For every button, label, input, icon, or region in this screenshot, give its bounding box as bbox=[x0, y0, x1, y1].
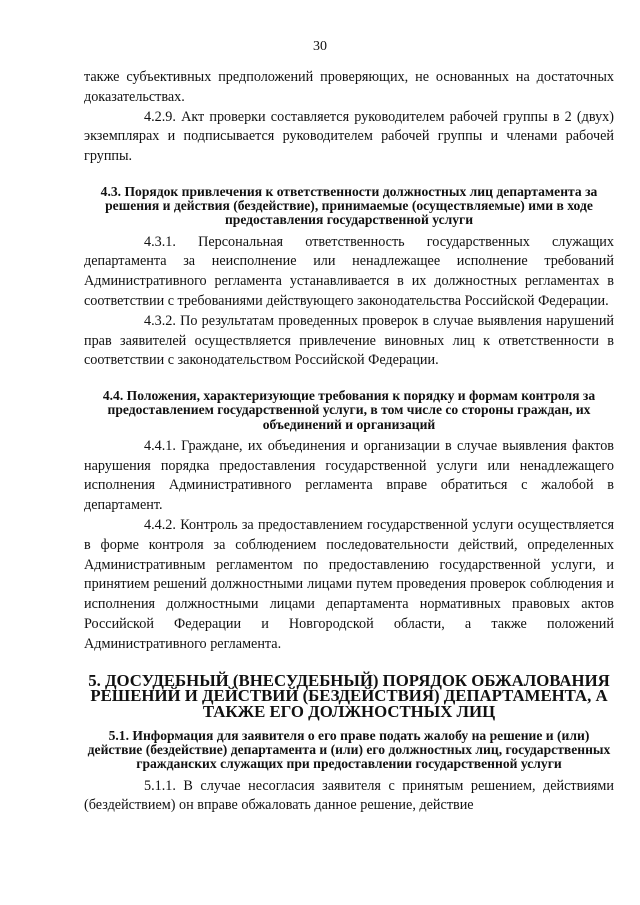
paragraph-4-3-2: 4.3.2. По результатам проведенных проверок в случае выявления нарушений прав заявителей осуществляется привлечение виновных лиц к ответственности в соответствии с законодательством Российской Федерации. bbox=[84, 312, 614, 369]
paragraph-continuation: также субъективных предположений проверяющих, не основанных на достаточных доказательствах. bbox=[84, 69, 614, 105]
paragraph-4-2-9: 4.2.9. Акт проверки составляется руководителем рабочей группы в 2 (двух) экземплярах и подписывается руководителем рабочей группы и членами рабочей группы. bbox=[84, 108, 614, 165]
heading-section-5: 5. ДОСУДЕБНЫЙ (ВНЕСУДЕБНЫЙ) ПОРЯДОК ОБЖАЛОВАНИЯ РЕШЕНИЙ И ДЕЙСТВИЙ (БЕЗДЕЙСТВИЯ) ДЕПАРТАМЕНТА, А ТАКЖЕ ЕГО ДОЛЖНОСТНЫХ ЛИЦ bbox=[88, 670, 610, 721]
page-number: 30 bbox=[313, 39, 327, 54]
document-body bbox=[84, 68, 614, 816]
paragraph-4-3-1: 4.3.1. Персональная ответственность государственных служащих департамента за неисполнение или ненадлежащее исполнение требований Административного регламента устанавливается в их должностных регламентах в соответствии с требованиями действующего законодательства Российской Федерации. bbox=[84, 233, 614, 309]
paragraph-5-1-1: 5.1.1. В случае несогласия заявителя с принятым решением, действиями (бездействием) он вправе обжаловать данное решение, действие bbox=[84, 777, 614, 814]
heading-4-4: 4.4. Положения, характеризующие требования к порядку и формам контроля за предоставлением государственной услуги, в том числе со стороны граждан, их объединений и организаций bbox=[102, 388, 596, 432]
paragraph-4-4-1: 4.4.1. Граждане, их объединения и организации в случае выявления фактов нарушения порядка предоставления государственной услуги или ненадлежащего исполнения Административного регламента вправе обратиться с жалобой в департамент. bbox=[84, 437, 614, 514]
heading-4-3: 4.3. Порядок привлечения к ответственности должностных лиц департамента за решения и действия (бездействие), принимаемые (осуществляемые) ими в ходе предоставления государственной услуги bbox=[100, 183, 598, 228]
paragraph-4-4-2: 4.4.2. Контроль за предоставлением государственной услуги осуществляется в форме контроля за соблюдением последовательности действий, определенных Административным регламентом по предоставлению государственной услуги, и принятием решений должностными лицами путем проведения проверок соблюдения и исполнения должностными лицами департамента нормативных правовых актов Российской Федерации и Новгородской области, а также положений Административного регламента. bbox=[84, 516, 614, 652]
heading-5-1: 5.1. Информация для заявителя о его праве подать жалобу на решение и (или) действие (бездействие) департамента и (или) его должностных лиц, государственных гражданских служащих при предоставлении государственной услуги bbox=[87, 728, 611, 772]
